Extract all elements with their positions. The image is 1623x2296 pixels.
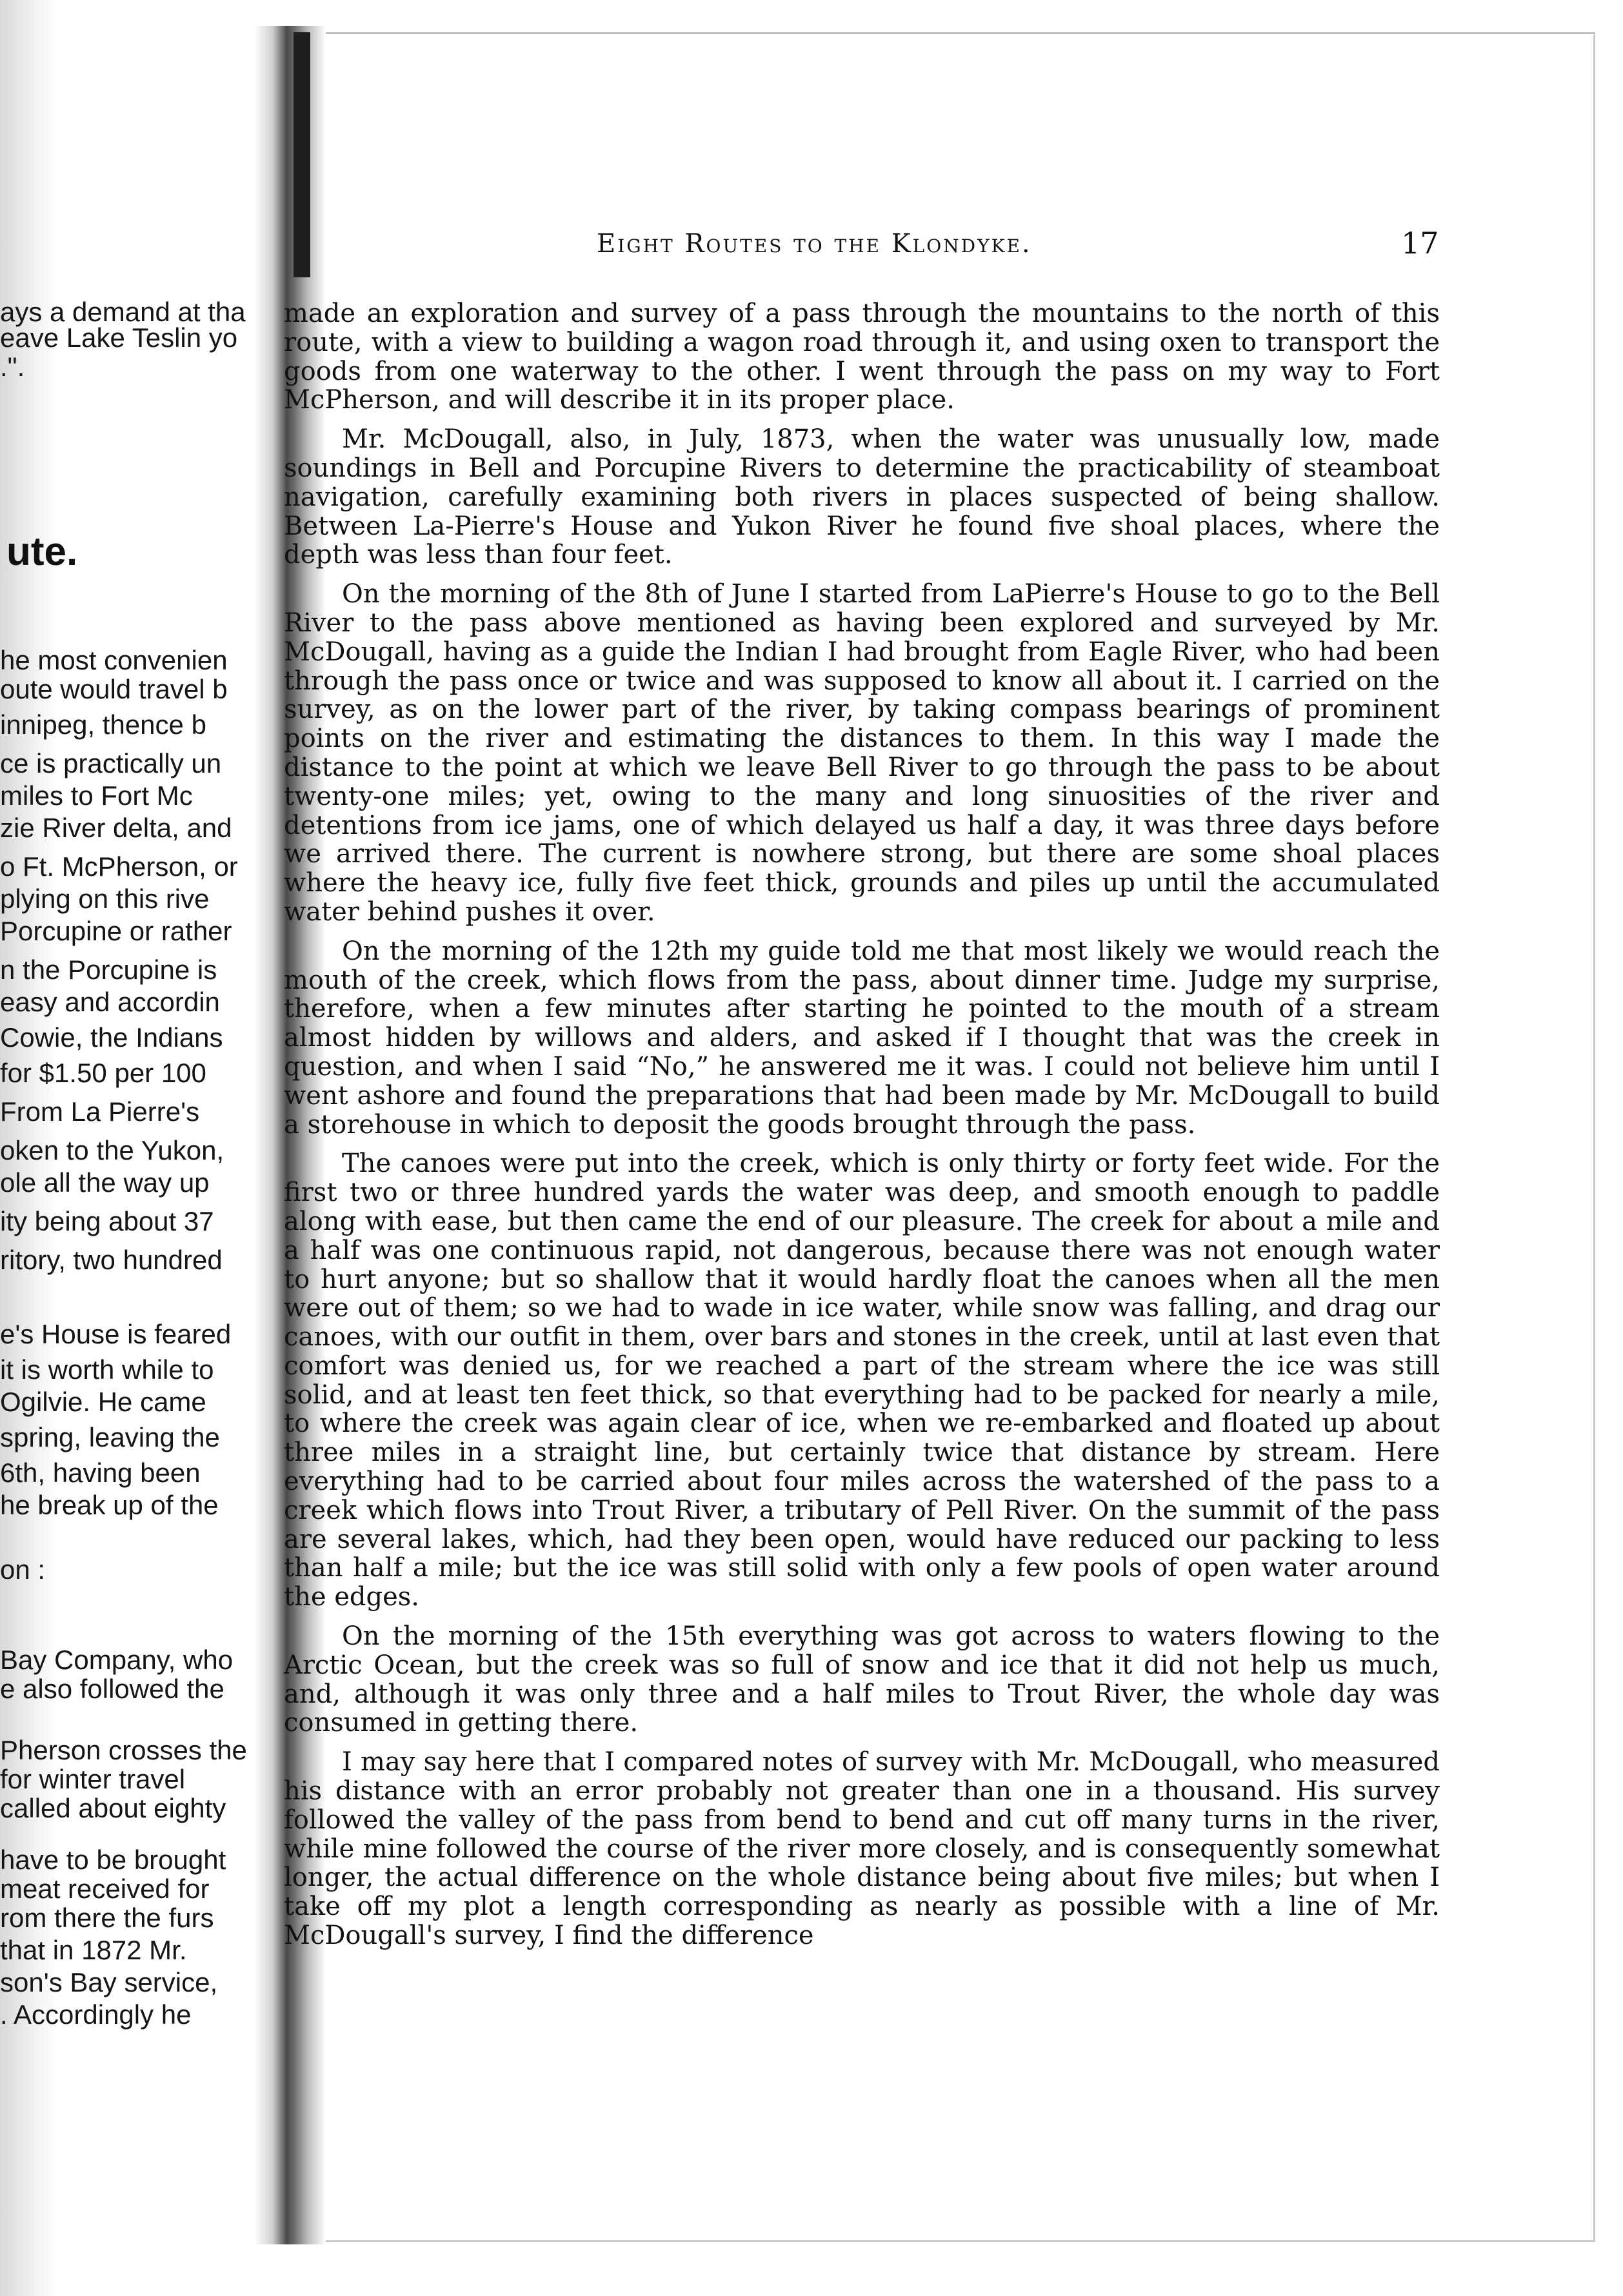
binding-edge: [294, 32, 310, 277]
previous-page-line: Bay Company, who: [0, 1645, 234, 1675]
paragraph: On the morning of the 15th everything was got across to waters flowing to the Arctic Ocean, but the creek was so full of snow and ice that it did not help us much, and, although it was only three and a half miles to Trout River, the whole day was consumed in getting there.: [284, 1621, 1440, 1738]
previous-page-line: on :: [0, 1554, 46, 1585]
previous-page-line: miles to Fort Mc: [0, 780, 193, 811]
previous-page-line: From La Pierre's: [0, 1096, 200, 1127]
previous-page-line: plying on this rive: [0, 884, 210, 914]
previous-page-line: ity being about 37: [0, 1206, 214, 1236]
previous-page-line: for $1.50 per 100: [0, 1058, 206, 1088]
paragraph: On the morning of the 8th of June I started from LaPierre's House to go to the Bell River to the pass above mentioned as having been explored and surveyed by Mr. McDougall, having as a guide the Indian I had brought from Eagle River, who had been through the pass once or twice and was supposed to know all about it. I carried on the survey, as on the lower part of the river, by taking compass bearings of prominent points on the river and estimating the distances to them. In this way I made the distance to the point at which we leave Bell River to go through the pass to be about twenty-one miles; yet, owing to the many and long sinuosities of the river and detentions from ice jams, one of which delayed us half a day, it was three days before we arrived there. The current is nowhere strong, but there are some shoal places where the heavy ice, fully five feet thick, grounds and piles up until the accumulated water behind pushes it over.: [284, 579, 1440, 927]
running-head: Eight Routes to the Klondyke.: [597, 229, 1032, 259]
previous-page-line: zie River delta, and: [0, 813, 232, 843]
previous-page-line: easy and accordin: [0, 987, 220, 1017]
previous-page-line: ays a demand at tha: [0, 297, 246, 327]
previous-page-line: he most convenien: [0, 645, 228, 675]
previous-page-line: innipeg, thence b: [0, 709, 206, 740]
previous-page-heading: ute.: [6, 529, 78, 574]
previous-page-line: for winter travel: [0, 1764, 186, 1794]
previous-page-line: oken to the Yukon,: [0, 1135, 224, 1165]
previous-page-line: called about eighty: [0, 1793, 226, 1823]
paragraph: On the morning of the 12th my guide told me that most likely we would reach the mouth of the creek, which flows from the pass, about dinner time. Judge my surprise, therefore, when a few minutes after starting he pointed to the mouth of a stream almost hidden by willows and alders, and asked if I thought that was the creek in question, and when I said “No,” he answered me it was. I could not believe him until I went ashore and found the preparations that had been made by Mr. McDougall to build a storehouse in which to deposit the goods brought through the pass.: [284, 936, 1440, 1140]
previous-page-line: o Ft. McPherson, or: [0, 851, 238, 882]
previous-page-line: son's Bay service,: [0, 1967, 218, 1997]
previous-page-line: eave Lake Teslin yo: [0, 322, 238, 353]
paragraph: I may say here that I compared notes of survey with Mr. McDougall, who measured his distance with an error probably not greater than one in a thousand. His survey followed the valley of the pass from bend to bend and cut off many turns in the river, while mine followed the course of the river more closely, and is consequently somewhat longer, the actual difference on the whole distance being about five miles; but when I take off my plot a length corresponding as nearly as possible with a line of Mr. McDougall's survey, I find the difference: [284, 1747, 1440, 1951]
previous-page-line: Pherson crosses the: [0, 1735, 247, 1765]
previous-page-line: it is worth while to: [0, 1354, 214, 1385]
previous-page-line: ritory, two hundred: [0, 1245, 223, 1275]
previous-page-line: ole all the way up: [0, 1167, 210, 1198]
previous-page-line: Ogilvie. He came: [0, 1387, 206, 1417]
page-number: 17: [1401, 226, 1439, 261]
previous-page-line: he break up of the: [0, 1490, 219, 1520]
previous-page-line: oute would travel b: [0, 674, 228, 704]
body-text: [284, 299, 1440, 1950]
previous-page-line: Cowie, the Indians: [0, 1022, 223, 1053]
previous-page-line: have to be brought: [0, 1845, 226, 1875]
previous-page-line: meat received for: [0, 1874, 210, 1904]
previous-page-line: that in 1872 Mr.: [0, 1935, 187, 1965]
paragraph: Mr. McDougall, also, in July, 1873, when the water was unusually low, made soundings in Bell and Porcupine Rivers to determine the practicability of steamboat navigation, carefully examining both rivers in places suspected of being shallow. Between La-Pierre's House and Yukon River he found five shoal places, where the depth was less than four feet.: [284, 424, 1440, 570]
previous-page-line: n the Porcupine is: [0, 955, 217, 985]
previous-page-line: e's House is feared: [0, 1319, 232, 1349]
previous-page-line: . Accordingly he: [0, 1999, 192, 2030]
previous-page-line: ce is practically un: [0, 748, 222, 778]
previous-page-line: Porcupine or rather: [0, 916, 232, 946]
paragraph: The canoes were put into the creek, which is only thirty or forty feet wide. For the first two or three hundred yards the water was deep, and smooth enough to paddle along with ease, but then came the end of our pleasure. The creek for about a mile and a half was one continuous rapid, not dangerous, because there was not enough water to hurt anyone; but so shallow that it would hardly float the canoes when all the men were out of them; so we had to wade in ice water, while snow was falling, and drag our canoes, with our outfit in them, over bars and stones in the creek, until at last even that comfort was denied us, for we reached a part of the stream where the ice was still solid, and at least ten feet thick, so that everything had to be packed for nearly a mile, to where the creek was again clear of ice, when we re-embarked and floated up about three miles in a straight line, but certainly twice that distance by stream. Here everything had to be carried about four miles across the watershed of the pass to a creek which flows into Trout River, a tributary of Pell River. On the summit of the pass are several lakes, which, had they been open, would have reduced our packing to less than half a mile; but the ice was still solid with only a few pools of open water around the edges.: [284, 1149, 1440, 1612]
previous-page-line: spring, leaving the: [0, 1422, 220, 1452]
previous-page-line: .".: [0, 351, 25, 382]
previous-page-line: rom there the furs: [0, 1903, 214, 1933]
paragraph: made an exploration and survey of a pass through the mountains to the north of this route, with a view to building a wagon road through it, and using oxen to transport the goods from one waterway to the other. I went through the pass on my way to Fort McPherson, and will describe it in its proper place.: [284, 299, 1440, 415]
previous-page-line: 6th, having been: [0, 1458, 201, 1488]
previous-page-line: e also followed the: [0, 1674, 224, 1704]
